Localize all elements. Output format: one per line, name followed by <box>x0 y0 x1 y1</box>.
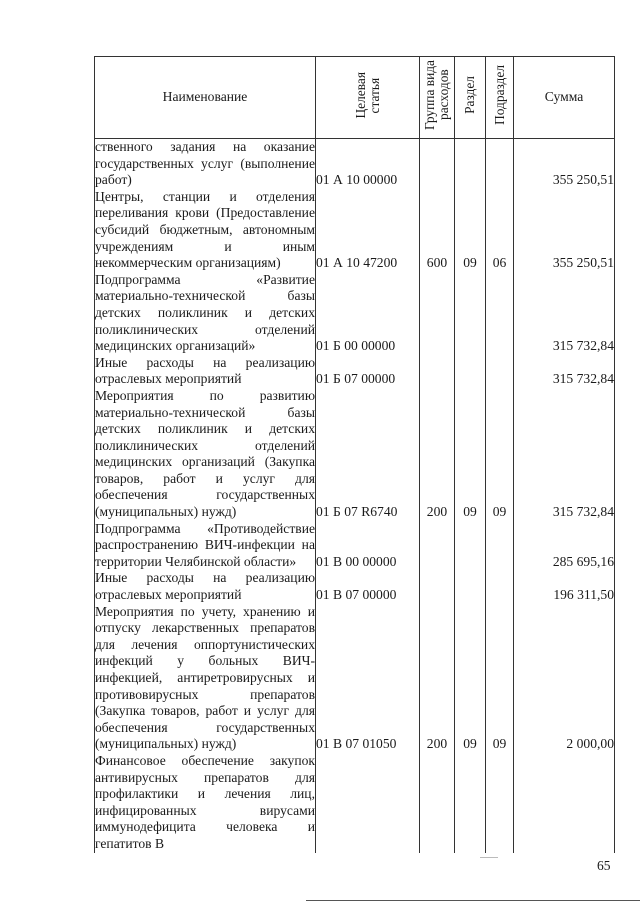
row-code: 01 Б 07 R6740 <box>316 388 420 521</box>
scan-mark <box>480 857 498 858</box>
row-sum: 315 732,84 <box>514 388 615 521</box>
row-group: 200 <box>420 388 455 521</box>
row-code: 01 А 10 00000 <box>316 139 420 189</box>
row-sum: 315 732,84 <box>514 272 615 355</box>
row-section: 09 <box>455 604 486 753</box>
row-code <box>316 753 420 853</box>
row-sum: 285 695,16 <box>514 521 615 571</box>
table-row <box>95 521 615 571</box>
row-sum: 196 311,50 <box>514 570 615 603</box>
header-code: Целевая статья <box>316 57 420 139</box>
row-group <box>420 570 455 603</box>
row-section: 09 <box>455 189 486 272</box>
row-section <box>455 355 486 388</box>
table-row <box>95 604 615 753</box>
row-subsection <box>486 272 514 355</box>
row-code: 01 А 10 47200 <box>316 189 420 272</box>
row-section: 09 <box>455 388 486 521</box>
bottom-rule <box>306 900 640 901</box>
row-section <box>455 521 486 571</box>
row-group <box>420 355 455 388</box>
header-section: Раздел <box>455 57 486 139</box>
row-group <box>420 139 455 189</box>
row-group <box>420 521 455 571</box>
row-sum <box>514 753 615 853</box>
row-subsection <box>486 521 514 571</box>
row-subsection <box>486 139 514 189</box>
header-sum: Сумма <box>514 57 615 139</box>
budget-table <box>94 56 615 853</box>
row-name: Центры, станции и отделения переливания крови (Предоставление субсидий бюджетным, автономным учреждениям и иным некоммерческим организациям) <box>95 188 315 271</box>
row-group: 200 <box>420 604 455 753</box>
row-subsection: 09 <box>486 388 514 521</box>
header-group: Группа вида расходов <box>420 57 455 139</box>
row-section <box>455 753 486 853</box>
header-subsection: Подраздел <box>486 57 514 139</box>
row-name: Мероприятия по развитию материально-технической базы детских поликлиник и детских поликлинических отделений медицинских организаций (Закупка товаров, работ и услуг для обеспечения государственных (муниципальных) нужд) <box>95 387 315 520</box>
row-section <box>455 272 486 355</box>
row-name: Финансовое обеспечение закупок антивирусных препаратов для профилактики и лечения лиц, инфицированных вирусами иммунодефицита человека и гепатитов В <box>95 752 315 851</box>
table-row <box>95 570 615 603</box>
row-group <box>420 753 455 853</box>
row-sum: 355 250,51 <box>514 139 615 189</box>
row-group <box>420 272 455 355</box>
table-row <box>95 388 615 521</box>
row-subsection <box>486 570 514 603</box>
row-name: Иные расходы на реализацию отраслевых мероприятий <box>95 570 315 603</box>
row-sum: 355 250,51 <box>514 189 615 272</box>
row-code: 01 В 07 00000 <box>316 570 420 603</box>
row-section <box>455 139 486 189</box>
table-row <box>95 355 615 388</box>
table-row <box>95 753 615 853</box>
row-code: 01 В 07 01050 <box>316 604 420 753</box>
row-section <box>455 570 486 603</box>
row-subsection <box>486 753 514 853</box>
page-number: 65 <box>597 858 611 873</box>
table-row <box>95 189 615 272</box>
table-header-row <box>95 57 615 139</box>
row-code: 01 Б 07 00000 <box>316 355 420 388</box>
row-name: Подпрограмма «Противодействие распространению ВИЧ-инфекции на территории Челябинской области» <box>95 520 315 569</box>
row-code: 01 В 00 00000 <box>316 521 420 571</box>
table-row <box>95 272 615 355</box>
row-name: Иные расходы на реализацию отраслевых мероприятий <box>95 354 315 387</box>
row-name: Подпрограмма «Развитие материально-технической базы детских поликлиник и детских поликлинических отделений медицинских организаций» <box>95 271 315 354</box>
row-group: 600 <box>420 189 455 272</box>
header-name: Наименование <box>95 57 316 139</box>
row-name: Мероприятия по учету, хранению и отпуску лекарственных препаратов для лечения оппортунистических инфекций у больных ВИЧ-инфекцией, антиретровирусных и противовирусных препаратов (Закупка товаров, работ и услуг для обеспечения государственных (муниципальных) нужд) <box>95 603 315 752</box>
row-subsection: 06 <box>486 189 514 272</box>
row-subsection: 09 <box>486 604 514 753</box>
row-subsection <box>486 355 514 388</box>
table-row <box>95 139 615 189</box>
row-sum: 315 732,84 <box>514 355 615 388</box>
row-sum: 2 000,00 <box>514 604 615 753</box>
row-code: 01 Б 00 00000 <box>316 272 420 355</box>
row-name: ственного задания на оказание государственных услуг (выполнение работ) <box>95 139 315 188</box>
